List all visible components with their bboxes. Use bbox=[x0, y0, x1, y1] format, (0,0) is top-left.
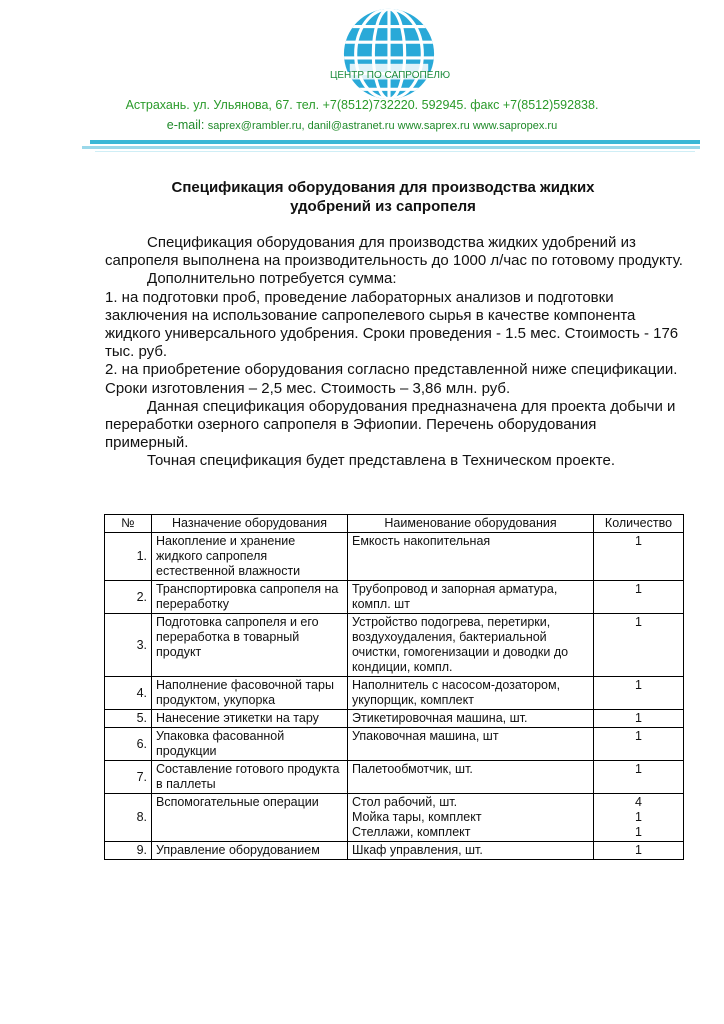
row-number: 8. bbox=[105, 794, 152, 842]
document-body bbox=[105, 234, 683, 471]
row-quantity-list bbox=[594, 794, 684, 842]
paragraph-purpose: Данная спецификация оборудования предназначена для проекта добычи и переработки озерного сапропеля в Эфиопии. Перечень оборудования примерный. bbox=[105, 397, 676, 452]
quantity-item: 4 bbox=[635, 795, 642, 809]
paragraph-additional: Дополнительно потребуется сумма: bbox=[147, 270, 397, 288]
row-equipment: Емкость накопительная bbox=[348, 533, 594, 581]
row-quantity: 1 bbox=[594, 728, 684, 761]
row-equipment: Шкаф управления, шт. bbox=[348, 842, 594, 860]
row-purpose: Наполнение фасовочной тары продуктом, укупорка bbox=[152, 677, 348, 710]
row-quantity: 1 bbox=[594, 677, 684, 710]
paragraph-item-2: 2. на приобретение оборудования согласно представленной ниже спецификации. Сроки изготовления – 2,5 мес. Стоимость – 3,86 млн. руб. bbox=[105, 361, 678, 397]
title-line-1: Спецификация оборудования для производства жидких bbox=[171, 179, 595, 196]
table-row bbox=[105, 842, 684, 860]
email-links[interactable]: saprex@rambler.ru, danil@astranet.ru www.saprex.ru www.sapropex.ru bbox=[207, 120, 558, 132]
email-label: e-mail: bbox=[166, 118, 205, 132]
row-quantity: 1 bbox=[594, 761, 684, 794]
col-number-header: № bbox=[105, 515, 152, 533]
row-quantity: 1 bbox=[594, 842, 684, 860]
quantity-item: 1 bbox=[635, 810, 642, 824]
table-row bbox=[105, 614, 684, 677]
row-equipment: Палетообмотчик, шт. bbox=[348, 761, 594, 794]
paragraph-note: Точная спецификация будет представлена в Техническом проекте. bbox=[147, 452, 616, 470]
header-rule-light bbox=[95, 151, 695, 152]
table-row bbox=[105, 761, 684, 794]
paragraph-item-1: 1. на подготовки проб, проведение лабораторных анализов и подготовки заключения на использование сапропелевого сырья в качестве компонента жидкого универсального удобрения. Сроки проведения - 1.5 мес. Стоимость - 176 тыс. руб. bbox=[105, 288, 679, 361]
row-quantity: 1 bbox=[594, 533, 684, 581]
email-line bbox=[0, 118, 724, 132]
row-equipment: Устройство подогрева, перетирки, воздухоудаления, бактериальной очистки, гомогенизации и доводки до кондиции, компл. bbox=[348, 614, 594, 677]
row-number: 1. bbox=[105, 533, 152, 581]
row-purpose: Управление оборудованием bbox=[152, 842, 348, 860]
table-row bbox=[105, 677, 684, 710]
table-row bbox=[105, 533, 684, 581]
title-line-2: удобрений из сапропеля bbox=[290, 198, 476, 215]
document-title bbox=[100, 178, 666, 216]
col-qty-header: Количество bbox=[594, 515, 684, 533]
table-row bbox=[105, 794, 684, 842]
row-number: 7. bbox=[105, 761, 152, 794]
equipment-item: Мойка тары, комплект bbox=[352, 810, 482, 824]
row-quantity: 1 bbox=[594, 710, 684, 728]
row-equipment: Упаковочная машина, шт bbox=[348, 728, 594, 761]
globe-logo-icon bbox=[340, 5, 438, 103]
row-purpose: Накопление и хранение жидкого сапропеля естественной влажности bbox=[152, 533, 348, 581]
row-equipment: Наполнитель с насосом-дозатором, укупорщик, комплект bbox=[348, 677, 594, 710]
row-equipment-list bbox=[348, 794, 594, 842]
equipment-item: Стеллажи, комплект bbox=[352, 825, 471, 839]
table-row bbox=[105, 728, 684, 761]
quantity-item: 1 bbox=[635, 825, 642, 839]
row-number: 9. bbox=[105, 842, 152, 860]
row-number: 2. bbox=[105, 581, 152, 614]
table-header-row bbox=[105, 515, 684, 533]
row-purpose: Транспортировка сапропеля на переработку bbox=[152, 581, 348, 614]
row-quantity: 1 bbox=[594, 614, 684, 677]
letterhead bbox=[0, 0, 724, 160]
row-number: 3. bbox=[105, 614, 152, 677]
paragraph-intro: Спецификация оборудования для производства жидких удобрений из сапропеля выполнена на производительность до 1000 л/час по готовому продукту. bbox=[105, 234, 683, 270]
header-rule-shadow bbox=[82, 146, 700, 149]
logo-text: ЦЕНТР ПО САПРОПЕЛЮ bbox=[329, 70, 451, 81]
row-equipment: Этикетировочная машина, шт. bbox=[348, 710, 594, 728]
table-row bbox=[105, 710, 684, 728]
row-purpose: Вспомогательные операции bbox=[152, 794, 348, 842]
row-purpose: Составление готового продукта в паллеты bbox=[152, 761, 348, 794]
header-rule bbox=[90, 140, 700, 144]
row-quantity: 1 bbox=[594, 581, 684, 614]
row-purpose: Подготовка сапропеля и его переработка в товарный продукт bbox=[152, 614, 348, 677]
equipment-item: Стол рабочий, шт. bbox=[352, 795, 458, 809]
equipment-table bbox=[104, 514, 684, 860]
col-name-header: Наименование оборудования bbox=[348, 515, 594, 533]
row-number: 5. bbox=[105, 710, 152, 728]
row-purpose: Упаковка фасованной продукции bbox=[152, 728, 348, 761]
row-purpose: Нанесение этикетки на тару bbox=[152, 710, 348, 728]
table-row bbox=[105, 581, 684, 614]
row-number: 4. bbox=[105, 677, 152, 710]
row-number: 6. bbox=[105, 728, 152, 761]
row-equipment: Трубопровод и запорная арматура, компл. шт bbox=[348, 581, 594, 614]
col-purpose-header: Назначение оборудования bbox=[152, 515, 348, 533]
address-line: Астрахань. ул. Ульянова, 67. тел. +7(8512)732220. 592945. факс +7(8512)592838. bbox=[125, 98, 599, 112]
